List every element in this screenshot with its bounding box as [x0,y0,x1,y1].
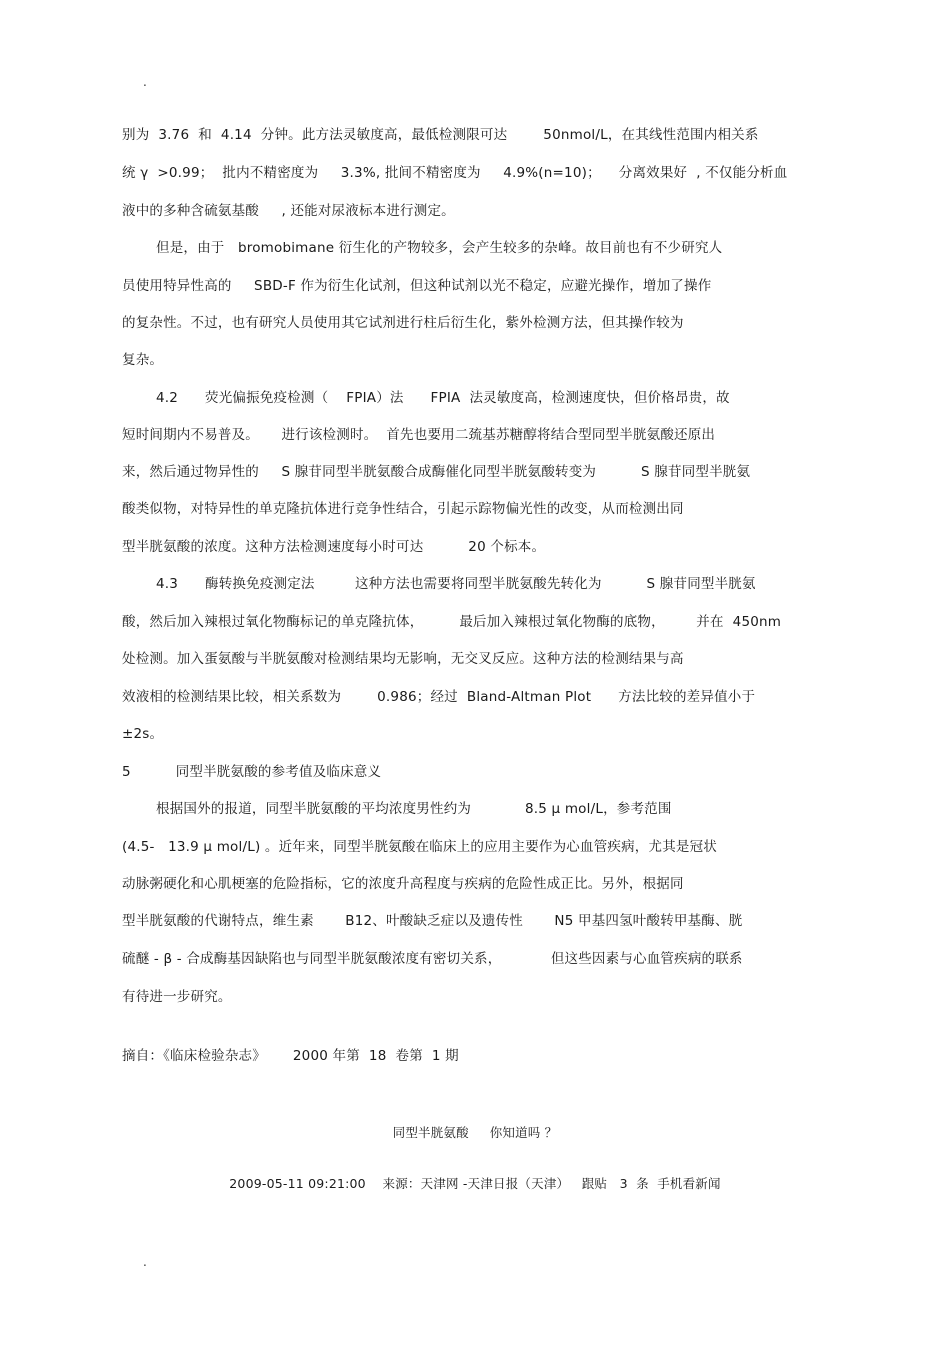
paragraph-line: 酸类似物，对特异性的单克隆抗体进行竞争性结合，引起示踪物偏光性的改变，从而检测出同 [122,501,684,517]
paragraph-line: ±2s。 [122,726,164,742]
paragraph-line: 复杂。 [122,352,164,368]
news-title: 同型半胱氨酸 你知道吗 ？ [392,1125,558,1140]
paragraph-line: 员使用特异性高的 SBD-F 作为衍生化试剂，但这种试剂以光不稳定，应避光操作，增加了操作 [122,278,712,294]
paragraph-line: 动脉粥硬化和心肌梗塞的危险指标，它的浓度升高程度与疾病的危险性成正比。另外，根据同 [122,876,684,892]
bottom-page-mark: . [143,1255,147,1269]
paragraph-line: 短时间期内不易普及。 进行该检测时。 首先也要用二巯基苏糖醇将结合型同型半胱氨酸还原出 [122,427,716,443]
paragraph-line: 有待进一步研究。 [122,989,232,1005]
source-citation: 摘自：《临床检验杂志》 2000 年第 18 卷第 1 期 [122,1048,459,1064]
paragraph-line: 效液相的检测结果比较，相关系数为 0.986；经过 Bland-Altman Plot 方法比较的差异值小于 [122,689,756,705]
top-page-mark: . [143,75,147,89]
news-meta: 2009-05-11 09:21:00 来源：天津网 -天津日报（天津） 跟贴 3 条 手机看新闻 [229,1176,721,1191]
paragraph-line: 酸，然后加入辣根过氧化物酶标记的单克隆抗体， 最后加入辣根过氧化物酶的底物， 并在 450nm [122,614,782,630]
paragraph-line: 统 γ >0.99； 批内不精密度为 3.3%, 批间不精密度为 4.9%(n=10)； 分离效果好 , 不仅能分析血 [122,165,788,181]
paragraph-line: 别为 3.76 和 4.14 分钟。此方法灵敏度高，最低检测限可达 50nmol/L，在其线性范围内相关系 [122,127,759,143]
paragraph-line: 根据国外的报道，同型半胱氨酸的平均浓度男性约为 8.5 μ mol/L，参考范围 [156,801,672,817]
paragraph-line: 但是，由于 bromobimane 衍生化的产物较多，会产生较多的杂峰。故目前也有不少研究人 [156,240,723,256]
paragraph-line: (4.5- 13.9 μ mol/L) 。近年来，同型半胱氨酸在临床上的应用主要作为心血管疾病，尤其是冠状 [122,839,717,855]
paragraph-line: 的复杂性。不过，也有研究人员使用其它试剂进行柱后衍生化，紫外检测方法，但其操作较为 [122,315,684,331]
section-heading-4-3: 4.3 酶转换免疫测定法 这种方法也需要将同型半胱氨酸先转化为 S 腺苷同型半胱氨 [156,576,756,592]
paragraph-line: 处检测。加入蛋氨酸与半胱氨酸对检测结果均无影响，无交叉反应。这种方法的检测结果与高 [122,651,684,667]
section-heading-4-2: 4.2 荧光偏振免疫检测（ FPIA）法 FPIA 法灵敏度高，检测速度快，但价格昂贵，故 [156,390,730,406]
paragraph-line: 硫醚 - β - 合成酶基因缺陷也与同型半胱氨酸浓度有密切关系， 但这些因素与心血管疾病的联系 [122,951,743,967]
paragraph-line: 来，然后通过物异性的 S 腺苷同型半胱氨酸合成酶催化同型半胱氨酸转变为 S 腺苷同型半胱氨 [122,464,751,480]
paragraph-line: 型半胱氨酸的代谢特点，维生素 B12、叶酸缺乏症以及遗传性 N5 甲基四氢叶酸转甲基酶、胱 [122,913,743,929]
section-heading-5: 5 同型半胱氨酸的参考值及临床意义 [122,764,382,780]
paragraph-line: 型半胱氨酸的浓度。这种方法检测速度每小时可达 20 个标本。 [122,539,546,555]
paragraph-line: 液中的多种含硫氨基酸 , 还能对尿液标本进行测定。 [122,203,455,219]
